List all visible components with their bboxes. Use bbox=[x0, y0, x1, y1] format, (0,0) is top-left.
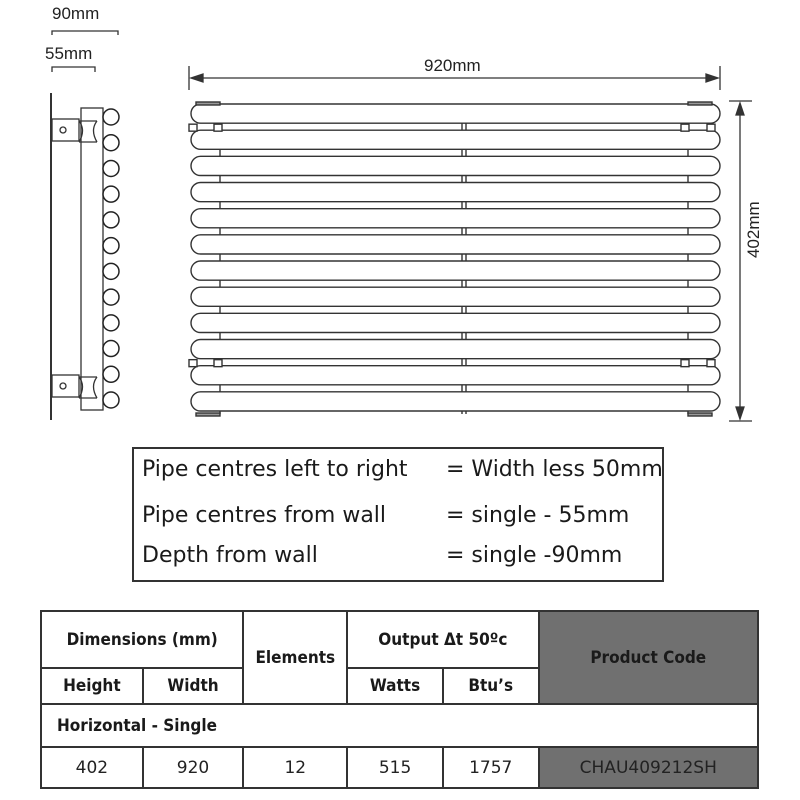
arrow-left-icon bbox=[191, 74, 203, 82]
side-element-tube bbox=[103, 238, 119, 254]
front-element-tube bbox=[191, 392, 720, 411]
side-element-tube bbox=[103, 315, 119, 331]
valve-cap bbox=[196, 413, 220, 416]
wall-fixing-icon bbox=[189, 124, 197, 131]
spec-table bbox=[40, 610, 759, 789]
header-elements: Elements bbox=[243, 611, 347, 704]
cell-width: 920 bbox=[143, 747, 244, 788]
side-element-tube bbox=[103, 160, 119, 176]
header-height: Height bbox=[41, 668, 143, 704]
note-value: = single -90mm bbox=[446, 543, 623, 568]
side-element-tube bbox=[103, 135, 119, 151]
wall-fixing-icon bbox=[189, 360, 197, 367]
front-element-tube bbox=[191, 130, 720, 149]
valve-cap bbox=[688, 102, 712, 105]
side-bracket-bottom bbox=[52, 375, 97, 398]
header-btus: Btu’s bbox=[443, 668, 539, 704]
section-horizontal-single: Horizontal - Single bbox=[41, 704, 758, 747]
valve-cap bbox=[688, 413, 712, 416]
note-value: = Width less 50mm bbox=[446, 457, 663, 482]
arrow-up-icon bbox=[736, 103, 744, 115]
depth-dimension-bracket bbox=[52, 31, 118, 35]
wall-fixing-icon bbox=[214, 360, 222, 367]
depth-label: 90mm bbox=[52, 4, 100, 23]
note-label: Pipe centres left to right bbox=[142, 457, 408, 482]
cell-height: 402 bbox=[41, 747, 143, 788]
front-element-tube bbox=[191, 209, 720, 228]
note-row-pipe-centres-wall bbox=[142, 503, 630, 528]
wall-fixing-icon bbox=[707, 360, 715, 367]
table-row bbox=[41, 747, 758, 788]
note-label: Depth from wall bbox=[142, 543, 318, 568]
side-element-tube bbox=[103, 186, 119, 202]
header-watts: Watts bbox=[347, 668, 443, 704]
pipe-centre-label: 55mm bbox=[45, 44, 93, 63]
note-value: = single - 55mm bbox=[446, 503, 630, 528]
cell-watts: 515 bbox=[347, 747, 443, 788]
front-element-tube bbox=[191, 313, 720, 332]
side-element-tube bbox=[103, 366, 119, 382]
side-element-tube bbox=[103, 341, 119, 357]
side-element-tube bbox=[103, 392, 119, 408]
header-dimensions: Dimensions (mm) bbox=[41, 611, 243, 668]
front-element-tube bbox=[191, 183, 720, 202]
side-element-tube bbox=[103, 289, 119, 305]
installation-notes-box bbox=[132, 447, 664, 582]
front-element-tube bbox=[191, 156, 720, 175]
wall-fixing-icon bbox=[681, 124, 689, 131]
width-label: 920mm bbox=[424, 56, 481, 75]
valve-cap bbox=[196, 102, 220, 105]
wall-fixing-icon bbox=[681, 360, 689, 367]
cell-btus: 1757 bbox=[443, 747, 539, 788]
side-header-tube bbox=[81, 108, 103, 410]
note-row-pipe-centres-lr bbox=[142, 457, 663, 482]
front-element-tube bbox=[191, 366, 720, 385]
note-row-depth bbox=[142, 543, 623, 568]
front-element-tube bbox=[191, 287, 720, 306]
note-label: Pipe centres from wall bbox=[142, 503, 387, 528]
front-element-tube bbox=[191, 235, 720, 254]
pipe-centre-dimension-bracket bbox=[52, 67, 95, 72]
header-width: Width bbox=[143, 668, 244, 704]
front-element-tube bbox=[191, 340, 720, 359]
cell-elements: 12 bbox=[243, 747, 347, 788]
front-element-tube bbox=[191, 104, 720, 123]
arrow-down-icon bbox=[736, 407, 744, 419]
side-element-tube bbox=[103, 263, 119, 279]
side-element-tube bbox=[103, 212, 119, 228]
cell-product-code: CHAU409212SH bbox=[539, 747, 758, 788]
header-product-code: Product Code bbox=[539, 611, 758, 704]
arrow-right-icon bbox=[706, 74, 718, 82]
side-bracket-top bbox=[52, 119, 97, 142]
height-label: 402mm bbox=[744, 201, 763, 258]
wall-fixing-icon bbox=[214, 124, 222, 131]
wall-fixing-icon bbox=[707, 124, 715, 131]
front-element-tube bbox=[191, 261, 720, 280]
header-output: Output Δt 50ºc bbox=[347, 611, 538, 668]
side-element-tube bbox=[103, 109, 119, 125]
